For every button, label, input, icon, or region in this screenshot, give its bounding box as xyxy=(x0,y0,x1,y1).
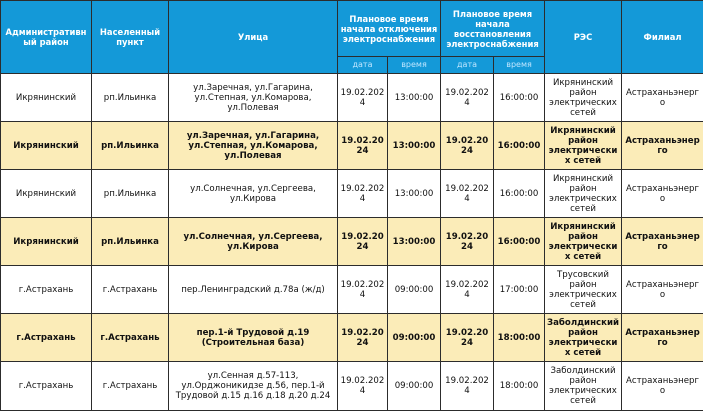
cell-res: Икрянинский район электрических сетей xyxy=(545,122,622,170)
cell-settlement: рп.Ильинка xyxy=(92,122,169,170)
cell-res: Трусовский район электрических сетей xyxy=(545,266,622,314)
cell-res: Икрянинский район электрических сетей xyxy=(545,170,622,218)
cell-branch: Астраханьэнерго xyxy=(622,266,703,314)
cell-settlement: г.Астрахань xyxy=(92,266,169,314)
cell-off-time: 13:00:00 xyxy=(388,218,441,266)
cell-on-date: 19.02.2024 xyxy=(441,314,494,362)
header-branch: Филиал xyxy=(622,1,703,74)
subheader-off-time: время xyxy=(388,57,441,74)
cell-on-time: 18:00:00 xyxy=(494,362,545,411)
table-row xyxy=(1,74,703,122)
table-row xyxy=(1,266,703,314)
cell-off-date: 19.02.2024 xyxy=(338,74,388,122)
cell-district: Икрянинский xyxy=(1,74,92,122)
cell-settlement: г.Астрахань xyxy=(92,314,169,362)
subheader-on-date: дата xyxy=(441,57,494,74)
cell-off-date: 19.02.2024 xyxy=(338,218,388,266)
cell-district: г.Астрахань xyxy=(1,266,92,314)
cell-on-time: 18:00:00 xyxy=(494,314,545,362)
cell-on-date: 19.02.2024 xyxy=(441,218,494,266)
cell-street: ул.Заречная, ул.Гагарина, ул.Степная, ул.Комарова, ул.Полевая xyxy=(169,122,338,170)
cell-on-date: 19.02.2024 xyxy=(441,362,494,411)
header-res: РЭС xyxy=(545,1,622,74)
cell-district: Икрянинский xyxy=(1,218,92,266)
cell-settlement: г.Астрахань xyxy=(92,362,169,411)
subheader-off-date: дата xyxy=(338,57,388,74)
cell-on-time: 16:00:00 xyxy=(494,170,545,218)
header-admin-district: Административный район xyxy=(1,1,92,74)
cell-off-time: 09:00:00 xyxy=(388,314,441,362)
cell-off-date: 19.02.2024 xyxy=(338,314,388,362)
cell-res: Заболдинский район электрических сетей xyxy=(545,314,622,362)
header-planned-off: Плановое время начала отключения электроснабжения xyxy=(338,1,441,57)
cell-branch: Астраханьэнерго xyxy=(622,362,703,411)
cell-on-date: 19.02.2024 xyxy=(441,74,494,122)
cell-off-date: 19.02.2024 xyxy=(338,266,388,314)
cell-street: ул.Солнечная, ул.Сергеева, ул.Кирова xyxy=(169,170,338,218)
cell-on-date: 19.02.2024 xyxy=(441,170,494,218)
table-row xyxy=(1,314,703,362)
cell-street: пер.1-й Трудовой д.19 (Строительная база) xyxy=(169,314,338,362)
cell-off-time: 09:00:00 xyxy=(388,266,441,314)
cell-off-time: 13:00:00 xyxy=(388,170,441,218)
cell-off-time: 13:00:00 xyxy=(388,122,441,170)
cell-settlement: рп.Ильинка xyxy=(92,74,169,122)
header-settlement: Населенный пункт xyxy=(92,1,169,74)
cell-on-time: 16:00:00 xyxy=(494,122,545,170)
cell-on-time: 17:00:00 xyxy=(494,266,545,314)
cell-branch: Астраханьэнерго xyxy=(622,170,703,218)
cell-branch: Астраханьэнерго xyxy=(622,218,703,266)
cell-branch: Астраханьэнерго xyxy=(622,314,703,362)
subheader-on-time: время xyxy=(494,57,545,74)
cell-off-date: 19.02.2024 xyxy=(338,170,388,218)
cell-street: ул.Солнечная, ул.Сергеева, ул.Кирова xyxy=(169,218,338,266)
cell-off-date: 19.02.2024 xyxy=(338,362,388,411)
cell-street: ул.Заречная, ул.Гагарина, ул.Степная, ул.Комарова, ул.Полевая xyxy=(169,74,338,122)
cell-district: Икрянинский xyxy=(1,122,92,170)
cell-off-date: 19.02.2024 xyxy=(338,122,388,170)
cell-res: Икрянинский район электрических сетей xyxy=(545,218,622,266)
header-street: Улица xyxy=(169,1,338,74)
cell-off-time: 09:00:00 xyxy=(388,362,441,411)
cell-branch: Астраханьэнерго xyxy=(622,74,703,122)
cell-off-time: 13:00:00 xyxy=(388,74,441,122)
header-row xyxy=(1,1,703,57)
cell-district: г.Астрахань xyxy=(1,314,92,362)
cell-street: ул.Сенная д.57-113, ул.Орджоникидзе д.56, пер.1-й Трудовой д.15 д.16 д.18 д.20 д.24 xyxy=(169,362,338,411)
table-row xyxy=(1,362,703,411)
cell-on-date: 19.02.2024 xyxy=(441,122,494,170)
cell-settlement: рп.Ильинка xyxy=(92,218,169,266)
cell-on-time: 16:00:00 xyxy=(494,74,545,122)
cell-street: пер.Ленинградский д.78а (ж/д) xyxy=(169,266,338,314)
cell-branch: Астраханьэнерго xyxy=(622,122,703,170)
table-row xyxy=(1,122,703,170)
header-planned-on: Плановое время начала восстановления электроснабжения xyxy=(441,1,545,57)
cell-district: Икрянинский xyxy=(1,170,92,218)
cell-settlement: рп.Ильинка xyxy=(92,170,169,218)
cell-res: Икрянинский район электрических сетей xyxy=(545,74,622,122)
cell-res: Заболдинский район электрических сетей xyxy=(545,362,622,411)
table-row xyxy=(1,170,703,218)
cell-on-time: 16:00:00 xyxy=(494,218,545,266)
table-row xyxy=(1,218,703,266)
cell-district: г.Астрахань xyxy=(1,362,92,411)
cell-on-date: 19.02.2024 xyxy=(441,266,494,314)
